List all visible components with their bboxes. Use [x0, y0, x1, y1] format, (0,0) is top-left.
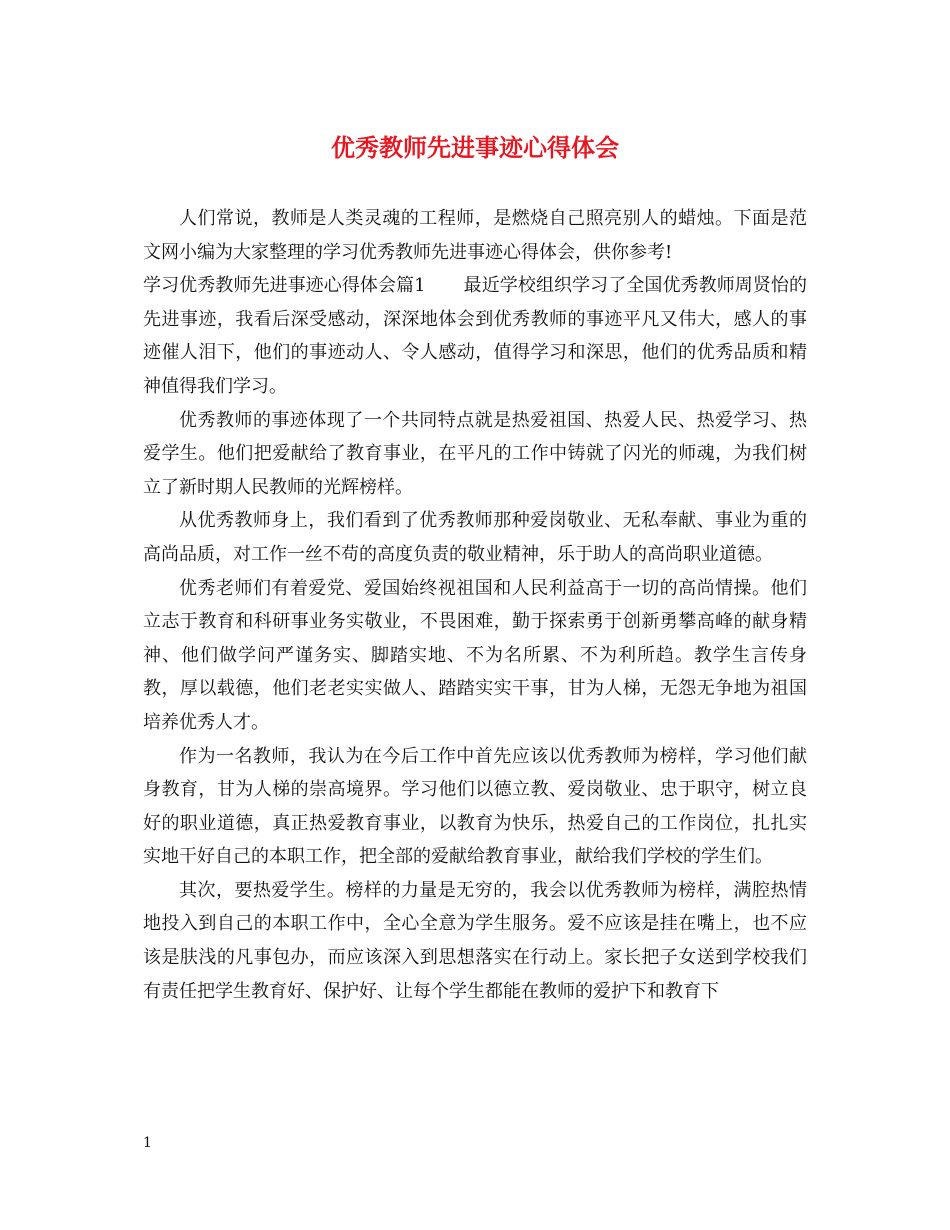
body-paragraph: 其次，要热爱学生。榜样的力量是无穷的，我会以优秀教师为榜样，满腔热情地投入到自己的本职工作中，全心全意为学生服务。爱不应该是挂在嘴上，也不应该是肤浅的凡事包办，而应该深入到思想落实在行动上。家长把子女送到学校我们有责任把学生教育好、保护好、让每个学生都能在教师的爱护下和教育下 — [143, 879, 807, 1002]
section-first-paragraph-text: 最近学校组织学习了全国优秀教师周贤怡的先进事迹，我看后深受感动，深深地体会到优秀教师的事迹平凡又伟大，感人的事迹催人泪下，他们的事迹动人、令人感动，值得学习和深思，他们的优秀品质和精神值得我们学习。 — [143, 275, 807, 397]
document-title: 优秀教师先进事迹心得体会 — [331, 133, 619, 162]
document-body — [143, 202, 807, 1008]
body-paragraph: 优秀教师的事迹体现了一个共同特点就是热爱祖国、热爱人民、热爱学习、热爱学生。他们把爱献给了教育事业，在平凡的工作中铸就了闪光的师魂，为我们树立了新时期人民教师的光辉榜样。 — [143, 409, 807, 498]
section-heading: 学习优秀教师先进事迹心得体会篇1 — [143, 275, 426, 297]
page-number: 1 — [143, 1135, 152, 1151]
section-first-paragraph — [143, 269, 807, 403]
body-paragraph: 作为一名教师，我认为在今后工作中首先应该以优秀教师为榜样，学习他们献身教育，甘为人梯的崇高境界。学习他们以德立教、爱岗敬业、忠于职守，树立良好的职业道德，真正热爱教育事业，以教育为快乐，热爱自己的工作岗位，扎扎实实地干好自己的本职工作，把全部的爱献给教育事业，献给我们学校的学生们。 — [143, 745, 807, 868]
intro-paragraph: 人们常说，教师是人类灵魂的工程师，是燃烧自己照亮别人的蜡烛。下面是范文网小编为大家整理的学习优秀教师先进事迹心得体会，供你参考! — [143, 208, 807, 263]
body-paragraph: 优秀老师们有着爱党、爱国始终视祖国和人民利益高于一切的高尚情操。他们立志于教育和科研事业务实敬业，不畏困难，勤于探索勇于创新勇攀高峰的献身精神、他们做学问严谨务实、脚踏实地、不为名所累、不为利所趋。教学生言传身教，厚以载德，他们老老实实做人、踏踏实实干事，甘为人梯，无怨无争地为祖国培养优秀人才。 — [143, 577, 807, 733]
body-paragraph: 从优秀教师身上，我们看到了优秀教师那种爱岗敬业、无私奉献、事业为重的高尚品质，对工作一丝不苟的高度负责的敬业精神，乐于助人的高尚职业道德。 — [143, 510, 807, 565]
